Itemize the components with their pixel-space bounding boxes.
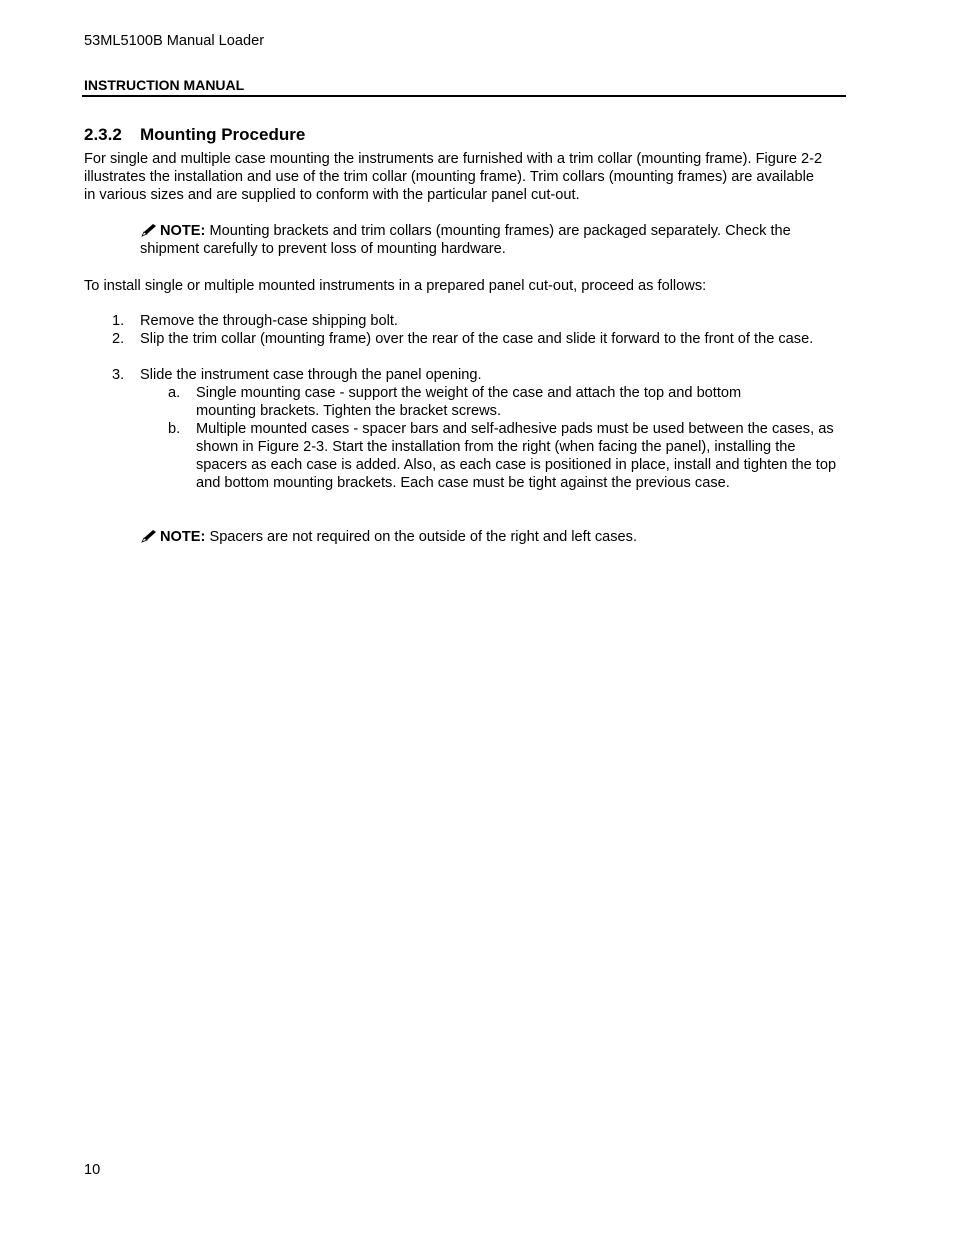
step-number: 1.	[112, 313, 125, 329]
section-title: Mounting Procedure	[140, 125, 306, 144]
note-text: Mounting brackets and trim collars (mounting frames) are packaged separately. Check the shipment carefully to prevent loss of mounting hardware.	[140, 223, 791, 257]
lead-paragraph: To install single or multiple mounted instruments in a prepared panel cut-out, proceed as follows:	[84, 278, 707, 294]
section-number: 2.3.2	[84, 125, 122, 144]
substep-letter: b.	[168, 421, 181, 437]
note-text: Spacers are not required on the outside of the right and left cases.	[205, 529, 637, 545]
step-text: Slide the instrument case through the panel opening.	[140, 367, 482, 383]
step-number: 2.	[112, 331, 125, 347]
note-label: NOTE:	[160, 529, 206, 545]
document-title: 53ML5100B Manual Loader	[84, 33, 265, 49]
note-spacers	[140, 528, 845, 546]
pencil-icon	[140, 223, 158, 237]
substep-letter: a.	[168, 385, 181, 401]
substep-text: Multiple mounted cases - spacer bars and self-adhesive pads must be used between the cases, as shown in Figure 2-3. Start the installation from the right (when facing the panel), installing the spacers as each case is added. Also, as each case is positioned in place, install and tighten the top and bottom mounting brackets. Each case must be tight against the previous case.	[196, 421, 837, 491]
intro-paragraph: For single and multiple case mounting the instruments are furnished with a trim collar (mounting frame). Figure 2-2 illustrates the installation and use of the trim collar (mounting frame). Trim collars (mounting frames) are available in various sizes and are supplied to conform with the particular panel cut-out.	[84, 151, 823, 203]
manual-label: INSTRUCTION MANUAL	[84, 77, 245, 93]
pencil-icon	[140, 529, 158, 543]
substep-text: Single mounting case - support the weight of the case and attach the top and bottom mounting brackets. Tighten the bracket screws.	[196, 385, 742, 419]
step-number: 3.	[112, 367, 125, 383]
section-heading	[84, 124, 305, 146]
page-number: 10	[84, 1162, 101, 1178]
header-divider	[82, 95, 846, 97]
note-label: NOTE:	[160, 223, 206, 239]
step-text: Remove the through-case shipping bolt.	[140, 313, 398, 329]
note-mounting-hardware	[140, 222, 845, 258]
step-text: Slip the trim collar (mounting frame) over the rear of the case and slide it forward to the front of the case.	[140, 331, 814, 347]
